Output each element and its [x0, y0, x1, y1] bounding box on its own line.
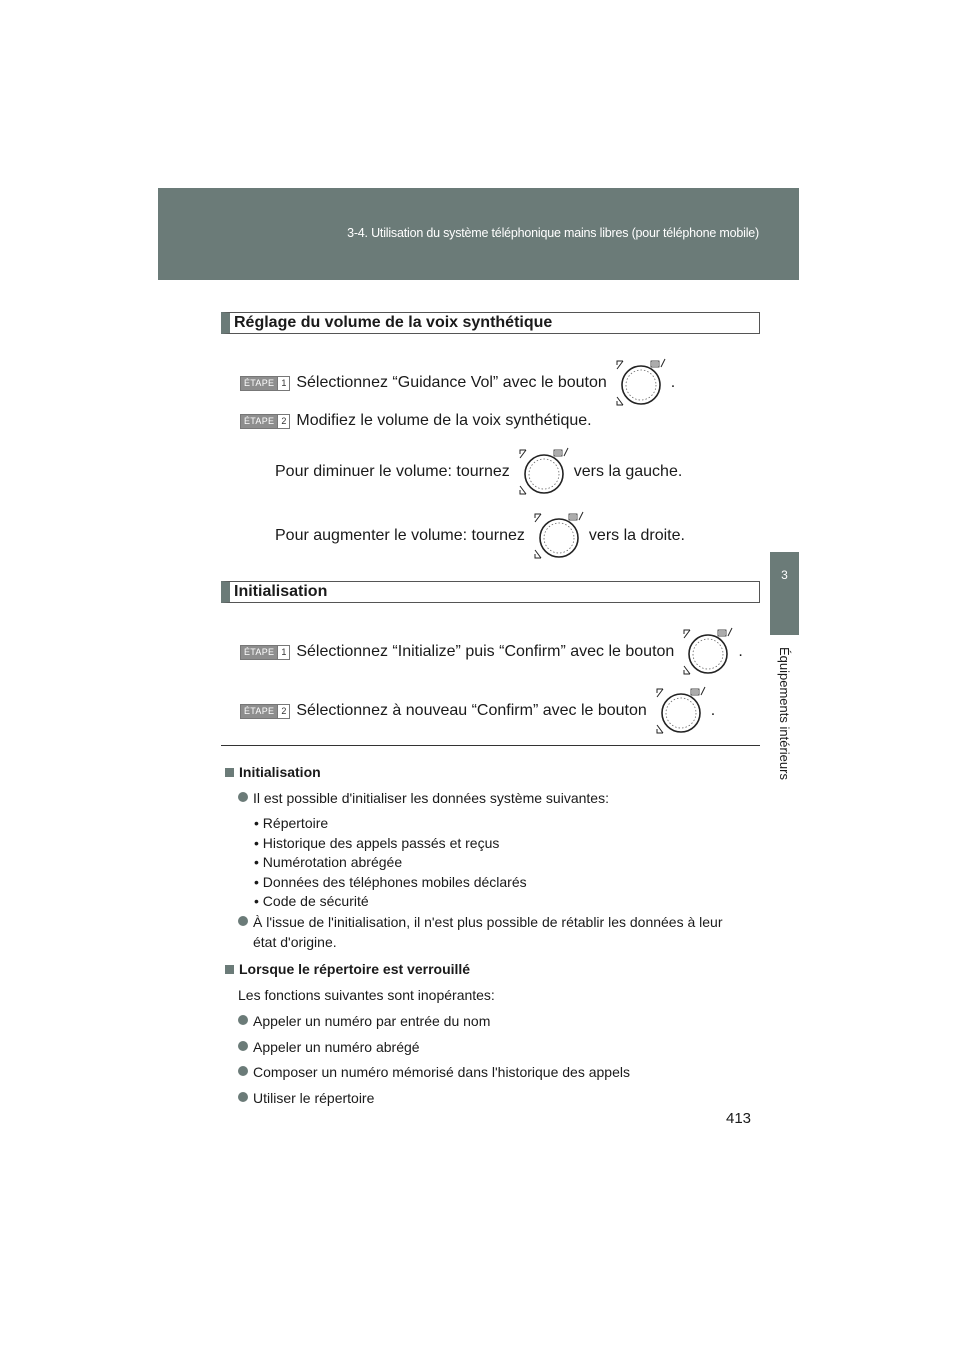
step-badge: ÉTAPE 2 [240, 414, 290, 429]
header-band [158, 188, 799, 280]
list-item: Composer un numéro mémorisé dans l'historique des appels [238, 1062, 748, 1082]
list-item: • Données des téléphones mobiles déclarés [254, 873, 527, 890]
step-badge: ÉTAPE 2 [240, 704, 290, 719]
note-title-init: Initialisation [225, 764, 321, 780]
step-text: Modifiez le volume de la voix synthétique. [296, 412, 592, 429]
dot-bullet-icon [238, 1066, 248, 1076]
note-title-lock: Lorsque le répertoire est verrouillé [225, 961, 470, 977]
section2-step2: ÉTAPE 2 Sélectionnez à nouveau “Confirm” avec le bouton . [240, 685, 715, 737]
section-title-init: Initialisation [221, 581, 760, 603]
section1-step1: ÉTAPE 1 Sélectionnez “Guidance Vol” avec le bouton . [240, 357, 675, 409]
tune-knob-icon [678, 626, 734, 678]
list-item: Utiliser le répertoire [238, 1088, 748, 1108]
tune-knob-icon [611, 357, 667, 409]
list-item: • Numérotation abrégée [254, 854, 403, 870]
square-bullet-icon [225, 965, 234, 974]
page-number: 413 [726, 1110, 752, 1127]
section1-step2 [240, 410, 592, 432]
list-item: • Historique des appels passés et reçus [254, 834, 500, 851]
lock-intro: Les fonctions suivantes sont inopérantes: [238, 987, 495, 1003]
step-text: Sélectionnez “Initialize” puis “Confirm” avec le bouton [296, 643, 675, 660]
header-title: 3-4. Utilisation du système téléphonique mains libres (pour téléphone mobile) [347, 226, 759, 240]
dot-bullet-icon [238, 1015, 248, 1025]
note-bullet: À l'issue de l'initialisation, il n'est plus possible de rétablir les données à leur état d'origine. [238, 912, 748, 952]
list-item: Appeler un numéro par entrée du nom [238, 1011, 748, 1031]
chapter-tab [770, 552, 799, 635]
step-badge: ÉTAPE 1 [240, 645, 290, 660]
section2-step1: ÉTAPE 1 Sélectionnez “Initialize” puis “Confirm” avec le bouton . [240, 626, 743, 678]
tune-knob-icon [651, 685, 707, 737]
step-badge: ÉTAPE 1 [240, 376, 290, 391]
list-item: • Code de sécurité [254, 893, 369, 909]
section1-sub1: Pour diminuer le volume: tournez vers la gauche. [275, 446, 682, 498]
init-list [254, 814, 527, 912]
list-item: Appeler un numéro abrégé [238, 1037, 748, 1057]
section-title-volume: Réglage du volume de la voix synthétique [221, 312, 760, 334]
section1-sub2: Pour augmenter le volume: tournez vers la droite. [275, 510, 685, 562]
tune-knob-icon [529, 510, 585, 562]
divider [221, 745, 760, 746]
tune-knob-icon [514, 446, 570, 498]
dot-bullet-icon [238, 792, 248, 802]
list-item: • Répertoire [254, 815, 329, 831]
note-bullet: Il est possible d'initialiser les données système suivantes: [238, 788, 748, 808]
step-text: Sélectionnez à nouveau “Confirm” avec le bouton [296, 702, 647, 719]
square-bullet-icon [225, 768, 234, 777]
chapter-number: 3 [781, 568, 788, 582]
dot-bullet-icon [238, 916, 248, 926]
step-text: Sélectionnez “Guidance Vol” avec le bouton [296, 374, 607, 391]
chapter-label: Équipements intérieurs [777, 647, 792, 780]
dot-bullet-icon [238, 1092, 248, 1102]
dot-bullet-icon [238, 1041, 248, 1051]
